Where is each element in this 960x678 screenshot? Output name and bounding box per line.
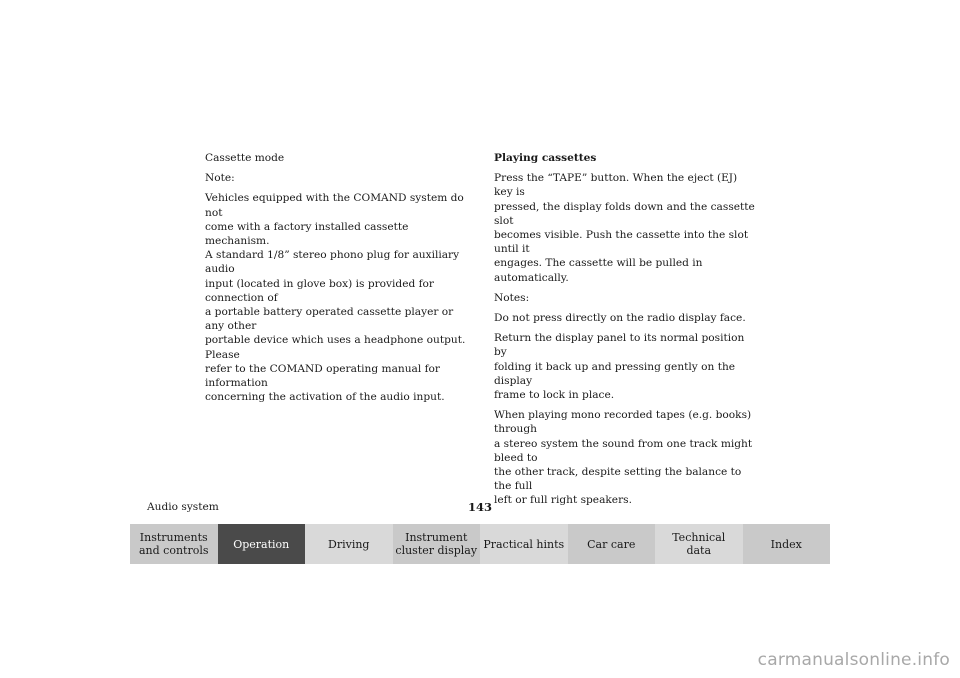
tab-instruments-and-controls[interactable]: Instruments and controls xyxy=(130,524,218,564)
note-label: Note: xyxy=(205,172,235,185)
playing-cassettes-heading: Playing cassettes xyxy=(494,152,597,164)
tab-car-care[interactable]: Car care xyxy=(568,524,656,564)
note-mono-tapes: When playing mono recorded tapes (e.g. books) through a stereo system the sound from one track might bleed to the other track, despite setting the balance to the full left or full right speakers. xyxy=(494,409,753,507)
section-title: Audio system xyxy=(147,501,219,513)
chapter-nav xyxy=(130,524,830,564)
cassette-mode-heading: Cassette mode xyxy=(205,152,285,164)
page-number: 143 xyxy=(467,500,492,514)
note-display-face: Do not press directly on the radio display face. xyxy=(494,312,746,325)
watermark: carmanualsonline.info xyxy=(757,650,950,670)
notes-label: Notes: xyxy=(494,291,530,304)
tab-technical-data[interactable]: Technical data xyxy=(655,524,743,564)
tab-operation[interactable]: Operation xyxy=(218,524,306,564)
tab-practical-hints[interactable]: Practical hints xyxy=(480,524,568,564)
right-column xyxy=(494,151,756,514)
tab-driving[interactable]: Driving xyxy=(305,524,393,564)
playing-intro-paragraph: Press the “TAPE” button. When the eject (EJ) key is pressed, the display folds down and the cassette slot becomes visible. Push the cassette into the slot until it engages. The cassette will be pulled in automatically. xyxy=(494,172,755,284)
tab-index[interactable]: Index xyxy=(743,524,831,564)
left-column xyxy=(205,151,467,410)
note-display-panel: Return the display panel to its normal position by folding it back up and pressing gently on the display frame to lock in place. xyxy=(494,332,745,402)
tab-instrument-cluster-display[interactable]: Instrument cluster display xyxy=(393,524,481,564)
cassette-note-paragraph: Vehicles equipped with the COMAND system do not come with a factory installed cassette mechanism. A standard 1/8” stereo phono plug for auxiliary audio input (located in glove box) is provided for connection of a portable battery operated cassette player or any other portable device which uses a headphone output. Please refer to the COMAND operating manual for information concerning the activation of the audio input. xyxy=(205,192,466,404)
